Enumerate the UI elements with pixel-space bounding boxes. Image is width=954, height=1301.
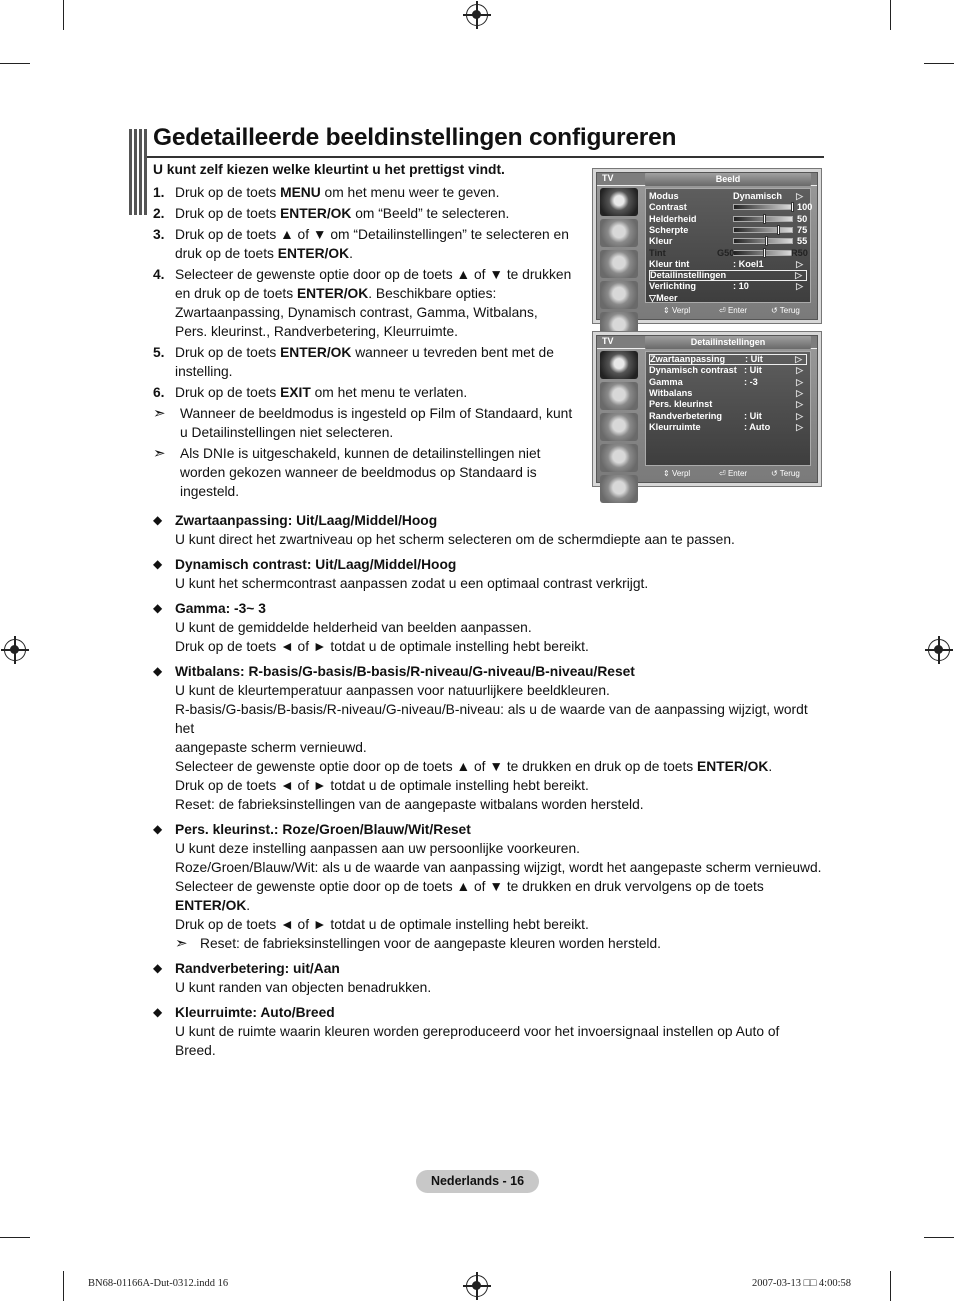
crop-mark	[63, 0, 64, 30]
step-item	[153, 204, 573, 223]
osd-menu-item	[649, 388, 807, 399]
text-run: Druk op de toets ▲ of ▼ om “Detailinstellingen” te selecteren en druk op de toets	[175, 227, 569, 261]
registration-mark-icon	[928, 639, 950, 661]
option-item	[153, 959, 823, 997]
sound-icon	[600, 219, 638, 247]
sound-icon	[600, 382, 638, 410]
osd-item-label: Scherpte	[649, 224, 689, 235]
diamond-bullet-icon: ◆	[153, 1005, 163, 1019]
text-run: Selecteer de gewenste optie door op de toets ▲ of ▼ te drukken en druk vervolgens op de toets	[175, 879, 764, 894]
osd-footer-hint	[663, 306, 690, 315]
osd-menu-item	[649, 365, 807, 376]
option-body	[175, 1003, 823, 1060]
osd-footer	[645, 468, 811, 481]
crop-mark	[924, 1237, 954, 1238]
step-item	[153, 225, 573, 263]
option-body	[175, 959, 823, 997]
text-run: wanneer u tevreden bent met de instelling.	[175, 345, 554, 379]
osd-tint-left: G50	[717, 247, 735, 258]
return-icon: ↺	[771, 469, 780, 478]
osd-footer-label: Verpl	[671, 306, 691, 315]
osd-menu-item	[649, 236, 807, 247]
text-run: aangepaste scherm vernieuwd.	[175, 740, 367, 755]
text-run: om “Beeld” te selecteren.	[351, 206, 510, 221]
diamond-bullet-icon: ◆	[153, 557, 163, 571]
text-run: U kunt de ruimte waarin kleuren worden gereproduceerd voor het invoersignaal instellen op Auto of Breed.	[175, 1024, 780, 1058]
diamond-bullet-icon: ◆	[153, 822, 163, 836]
text-run: U kunt de gemiddelde helderheid van beelden aanpassen.	[175, 620, 532, 635]
osd-menu-item	[649, 399, 807, 410]
osd-item-label: Gamma	[649, 376, 683, 387]
osd-item-label: Tint	[649, 247, 666, 258]
option-description	[175, 978, 823, 997]
picture-icon	[600, 188, 638, 216]
chevron-right-icon: ▷	[796, 399, 803, 410]
osd-footer-hint	[719, 469, 747, 478]
osd-item-label: Kleur tint	[649, 258, 690, 269]
key-name: ENTER/OK	[697, 759, 769, 774]
note-arrow-icon: ➣	[153, 405, 166, 422]
key-name: ENTER/OK	[280, 345, 352, 360]
option-description	[175, 530, 823, 549]
option-heading: Dynamisch contrast: Uit/Laag/Middel/Hoog	[175, 557, 457, 572]
option-description	[175, 795, 823, 814]
channel-icon	[600, 250, 638, 278]
osd-footer-hint	[663, 469, 690, 478]
osd-menu-item	[649, 248, 807, 259]
setup-icon	[600, 281, 638, 309]
crop-mark	[63, 1271, 64, 1301]
option-item	[153, 599, 823, 656]
osd-item-value: : Uit	[745, 354, 763, 364]
option-description	[175, 839, 823, 858]
osd-item-value: : -3	[744, 376, 758, 387]
osd-level-bar	[733, 227, 793, 233]
osd-menu-item	[649, 259, 807, 270]
osd-item-value: : Uit	[744, 365, 762, 376]
crop-mark	[890, 0, 891, 30]
osd-level-bar	[733, 238, 793, 244]
option-heading: Witbalans: R-basis/G-basis/B-basis/R-niveau/G-niveau/B-niveau/Reset	[175, 664, 635, 679]
osd-level-knob	[791, 202, 794, 212]
osd-menu-title: Detailinstellingen	[645, 336, 811, 349]
osd-item-value: : Uit	[744, 410, 762, 421]
text-run: Druk op de toets ◄ of ► totdat u de optimale instelling hebt bereikt.	[175, 778, 589, 793]
chevron-right-icon: ▷	[796, 365, 803, 376]
chevron-right-icon: ▷	[796, 191, 803, 201]
step-item	[153, 343, 573, 381]
option-heading: Gamma: -3~ 3	[175, 601, 266, 616]
file-name: BN68-01166A-Dut-0312.indd 16	[88, 1278, 229, 1289]
note-arrow-icon: ➣	[175, 935, 188, 952]
step-text	[175, 204, 573, 223]
option-heading: Zwartaanpassing: Uit/Laag/Middel/Hoog	[175, 513, 438, 528]
crop-mark	[924, 63, 954, 64]
step-text	[175, 383, 573, 402]
osd-tint-right: R50	[791, 247, 808, 258]
osd-footer-label: Terug	[779, 306, 800, 315]
setup-icon	[600, 444, 638, 472]
key-name: ENTER/OK	[175, 898, 247, 913]
step-number: 5.	[153, 345, 165, 360]
text-run: U kunt deze instelling aanpassen aan uw persoonlijke voorkeuren.	[175, 841, 580, 856]
option-description	[175, 877, 823, 915]
crop-mark	[0, 1237, 30, 1238]
osd-level-knob	[765, 236, 768, 246]
return-icon: ↺	[771, 306, 780, 315]
osd-item-label: Witbalans	[649, 387, 693, 398]
key-name: ENTER/OK	[277, 246, 350, 261]
diamond-bullet-icon: ◆	[153, 513, 163, 527]
option-description	[175, 681, 823, 700]
osd-footer-label: Verpl	[671, 469, 691, 478]
osd-level-bar	[733, 216, 793, 222]
step-text	[175, 343, 573, 381]
text-run: Roze/Groen/Blauw/Wit: als u de waarde van aanpassing wijzigt, wordt het aangepaste scherm vernieuwd.	[175, 860, 822, 875]
registration-mark-icon	[466, 4, 488, 26]
osd-item-label: Zwartaanpassing	[650, 354, 726, 364]
osd-item-number: 55	[797, 236, 808, 247]
osd-item-number: 100	[797, 202, 813, 213]
tv-menu-detail-settings	[592, 331, 822, 487]
option-description	[175, 700, 823, 738]
note-text: Wanneer de beeldmodus is ingesteld op Film of Standaard, kunt u Detailinstellingen niet selecteren.	[180, 406, 573, 440]
note-item	[175, 934, 823, 953]
text-run: Selecteer de gewenste optie door op de toets ▲ of ▼ te drukken en druk op de toets	[175, 267, 572, 301]
intro-text: U kunt zelf kiezen welke kleurtint u het prettigst vindt.	[153, 162, 505, 177]
osd-menu-item	[649, 191, 807, 202]
step-number: 1.	[153, 185, 165, 200]
text-run: . Beschikbare opties: Zwartaanpassing, Dynamisch contrast, Gamma, Witbalans, Pers. kleurinst., Randverbetering, Kleurruimte.	[175, 286, 538, 339]
option-description	[175, 738, 823, 757]
text-run: .	[246, 898, 251, 913]
text-run: .	[349, 246, 353, 261]
step-item	[153, 183, 573, 202]
osd-menu-panel	[645, 188, 811, 303]
note-text: Als DNIe is uitgeschakeld, kunnen de detailinstellingen niet worden gekozen wanneer de beeldmodus op Standaard is ingesteld.	[180, 446, 541, 499]
chevron-right-icon: ▷	[796, 376, 803, 387]
option-item	[153, 1003, 823, 1060]
osd-tv-label: TV	[602, 173, 614, 183]
chevron-right-icon: ▷	[795, 354, 802, 364]
osd-menu-item	[649, 354, 807, 365]
osd-menu-panel	[645, 351, 811, 466]
osd-menu-item	[649, 270, 807, 281]
osd-menu-item	[649, 225, 807, 236]
option-body	[175, 820, 823, 953]
text-run: .	[768, 759, 773, 774]
text-run: om het menu te verlaten.	[310, 385, 468, 400]
osd-menu-item	[649, 377, 807, 388]
osd-menu-item	[649, 422, 807, 433]
option-description	[175, 1022, 823, 1060]
option-heading: Kleurruimte: Auto/Breed	[175, 1005, 335, 1020]
channel-icon	[600, 413, 638, 441]
key-name: ENTER/OK	[280, 206, 352, 221]
note-item	[153, 404, 573, 442]
step-text	[175, 183, 573, 202]
osd-tv-label: TV	[602, 336, 614, 346]
step-number: 2.	[153, 206, 165, 221]
option-description	[175, 915, 823, 934]
diamond-bullet-icon: ◆	[153, 961, 163, 975]
osd-item-label: Contrast	[649, 202, 687, 213]
osd-item-value: : Auto	[744, 421, 771, 432]
chevron-right-icon: ▷	[795, 270, 802, 281]
text-run: R-basis/G-basis/B-basis/R-niveau/G-niveau/B-niveau: als u de waarde van de aanpassing wijzigt, wordt het	[175, 702, 808, 736]
enter-icon: ⏎	[719, 306, 728, 315]
osd-item-label: Modus	[649, 191, 679, 201]
osd-category-icons	[600, 188, 642, 303]
step-text	[175, 225, 573, 263]
text-run: Reset: de fabrieksinstellingen van de aangepaste witbalans worden hersteld.	[175, 797, 644, 812]
option-description	[175, 776, 823, 795]
osd-footer-hint	[719, 306, 747, 315]
text-run: om het menu weer te geven.	[320, 185, 500, 200]
text-run: Druk op de toets	[175, 185, 281, 200]
chevron-right-icon: ▷	[796, 281, 803, 292]
step-item	[153, 265, 573, 341]
option-heading: Randverbetering: uit/Aan	[175, 961, 340, 976]
text-run: Druk op de toets ◄ of ► totdat u de optimale instelling hebt bereikt.	[175, 639, 589, 654]
move-icon: ⇕	[663, 306, 672, 315]
osd-level-knob	[763, 214, 766, 224]
osd-item-number: 50	[797, 213, 808, 224]
text-run: Druk op de toets ◄ of ► totdat u de optimale instelling hebt bereikt.	[175, 917, 589, 932]
option-list	[153, 511, 823, 1066]
registration-mark-icon	[466, 1275, 488, 1297]
enter-icon: ⏎	[719, 469, 728, 478]
option-body	[175, 662, 823, 814]
option-item	[153, 662, 823, 814]
move-icon: ⇕	[663, 469, 672, 478]
diamond-bullet-icon: ◆	[153, 601, 163, 615]
crop-mark	[0, 63, 30, 64]
osd-level-knob	[777, 225, 780, 235]
text-run: Druk op de toets	[175, 206, 281, 221]
note-text: Reset: de fabrieksinstellingen voor de aangepaste kleuren worden hersteld.	[200, 936, 661, 951]
diamond-bullet-icon: ◆	[153, 664, 163, 678]
osd-item-label: Detailinstellingen	[650, 270, 727, 281]
osd-menu-item	[649, 411, 807, 422]
option-description	[175, 574, 823, 593]
text-run: U kunt de kleurtemperatuur aanpassen voor natuurlijkere beeldkleuren.	[175, 683, 610, 698]
osd-item-number: 75	[797, 224, 808, 235]
text-run: Selecteer de gewenste optie door op de toets ▲ of ▼ te drukken en druk op de toets	[175, 759, 698, 774]
option-description	[175, 618, 823, 637]
tv-menu-picture	[592, 168, 822, 324]
step-number: 6.	[153, 385, 165, 400]
osd-footer-hint	[771, 469, 800, 478]
osd-footer-label: Terug	[779, 469, 800, 478]
step-number: 4.	[153, 267, 165, 282]
step-text	[175, 265, 573, 341]
osd-menu-item	[649, 293, 807, 304]
osd-menu-item	[649, 281, 807, 292]
registration-mark-icon	[4, 639, 26, 661]
instruction-steps	[153, 183, 573, 503]
option-description	[175, 637, 823, 656]
chevron-right-icon: ▷	[796, 421, 803, 432]
print-date: 2007-03-13 □□ 4:00:58	[752, 1278, 852, 1289]
osd-category-icons	[600, 351, 642, 466]
option-description	[175, 858, 823, 877]
osd-footer-label: Enter	[727, 469, 748, 478]
osd-footer	[645, 305, 811, 318]
key-name: ENTER/OK	[296, 286, 369, 301]
osd-menu-item	[649, 202, 813, 213]
option-item	[153, 511, 823, 549]
key-name: MENU	[280, 185, 321, 200]
picture-icon	[600, 351, 638, 379]
option-heading: Pers. kleurinst.: Roze/Groen/Blauw/Wit/Reset	[175, 822, 471, 837]
osd-item-label: Helderheid	[649, 213, 697, 224]
key-name: EXIT	[280, 385, 311, 400]
option-body	[175, 511, 823, 549]
osd-item-value: : 10	[733, 281, 749, 292]
chevron-right-icon: ▷	[796, 387, 803, 398]
note-arrow-icon: ➣	[153, 445, 166, 462]
step-number: 3.	[153, 227, 165, 242]
option-item	[153, 555, 823, 593]
osd-menu-title: Beeld	[645, 173, 811, 186]
page-number: Nederlands - 16	[416, 1170, 539, 1193]
option-description	[175, 757, 823, 776]
chevron-right-icon: ▷	[796, 258, 803, 269]
step-item	[153, 383, 573, 402]
title-underline	[147, 156, 824, 158]
osd-screen	[596, 172, 818, 320]
osd-item-label: Kleurruimte	[649, 421, 701, 432]
text-run: U kunt het schermcontrast aanpassen zodat u een optimaal contrast verkrijgt.	[175, 576, 649, 591]
osd-item-value: Dynamisch	[733, 191, 783, 201]
osd-item-label: ▽Meer	[649, 292, 678, 303]
osd-level-bar	[733, 250, 793, 256]
osd-level-knob	[763, 248, 766, 258]
title-accent-bar	[129, 129, 147, 215]
chevron-right-icon: ▷	[796, 410, 803, 421]
text-run: U kunt randen van objecten benadrukken.	[175, 980, 432, 995]
option-body	[175, 599, 823, 656]
crop-mark	[890, 1271, 891, 1301]
option-body	[175, 555, 823, 593]
text-run: U kunt direct het zwartniveau op het scherm selecteren om de schermdiepte aan te passen.	[175, 532, 735, 547]
osd-item-label: Randverbetering	[649, 410, 723, 421]
option-item	[153, 820, 823, 953]
note-item	[153, 444, 573, 501]
input-icon	[600, 475, 638, 503]
osd-item-label: Kleur	[649, 236, 673, 247]
osd-item-value: : Koel1	[733, 258, 764, 269]
osd-item-label: Pers. kleurinst	[649, 399, 713, 410]
osd-item-label: Dynamisch contrast	[649, 365, 737, 376]
osd-footer-label: Enter	[727, 306, 748, 315]
text-run: Druk op de toets	[175, 385, 281, 400]
text-run: Druk op de toets	[175, 345, 281, 360]
osd-menu-item	[649, 214, 807, 225]
osd-item-label: Verlichting	[649, 281, 696, 292]
osd-footer-hint	[771, 306, 800, 315]
page-title: Gedetailleerde beeldinstellingen configureren	[153, 124, 677, 151]
osd-level-bar	[733, 204, 793, 210]
osd-screen	[596, 335, 818, 483]
